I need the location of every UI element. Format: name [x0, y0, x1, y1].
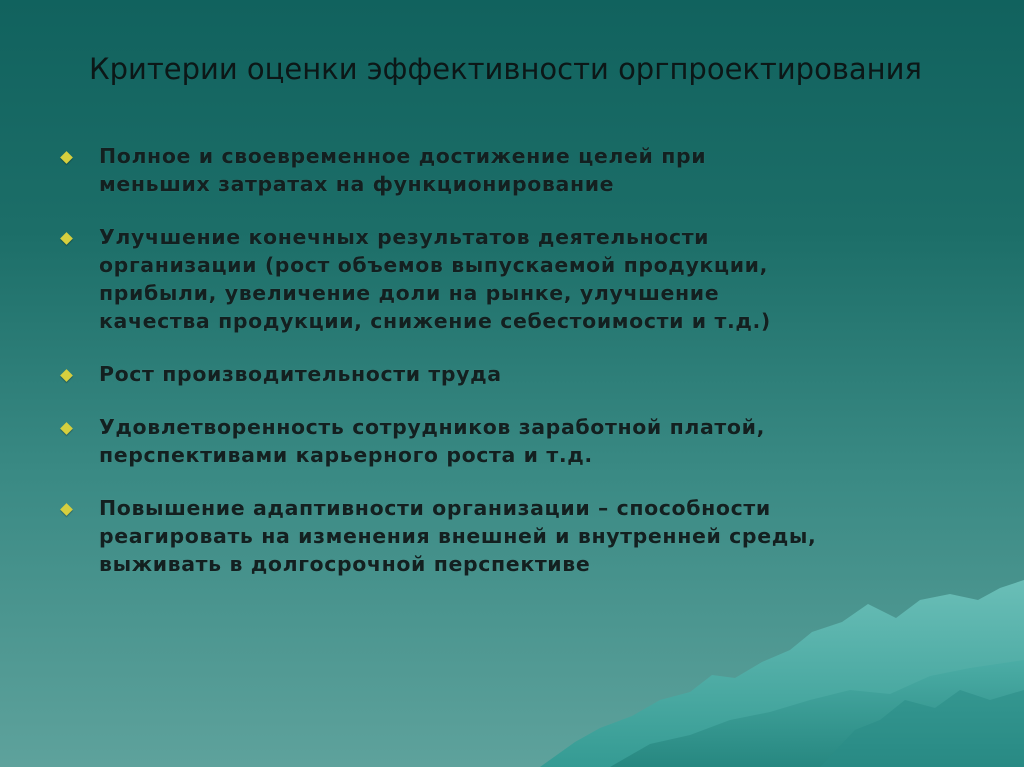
bullet-item: [60, 494, 960, 578]
bullet-text: Повышение адаптивности организации – способности реагировать на изменения внешней и внутренней среды, выживать в долгосрочной перспективе: [99, 496, 817, 576]
diamond-bullet-icon: [60, 503, 73, 516]
slide-title: Критерии оценки эффективности оргпроектирования: [89, 52, 922, 86]
diamond-bullet-icon: [60, 422, 73, 435]
bullet-item: [60, 413, 960, 469]
bullet-text: Удовлетворенность сотрудников заработной платой, перспективами карьерного роста и т.д.: [99, 415, 765, 467]
bullet-item: [60, 223, 960, 335]
diamond-bullet-icon: [60, 151, 73, 164]
bullet-text: Полное и своевременное достижение целей при меньших затратах на функционирование: [99, 144, 707, 196]
bullet-text: Рост производительности труда: [99, 362, 502, 386]
diamond-bullet-icon: [60, 232, 73, 245]
bullet-text: Улучшение конечных результатов деятельности организации (рост объемов выпускаемой продукции, прибыли, увеличение доли на рынке, улучшение качества продукции, снижение себестоимости и т.д.): [99, 225, 771, 333]
bullet-item: [60, 142, 960, 198]
bullet-item: [60, 360, 960, 388]
bullet-list: [60, 142, 960, 603]
diamond-bullet-icon: [60, 369, 73, 382]
